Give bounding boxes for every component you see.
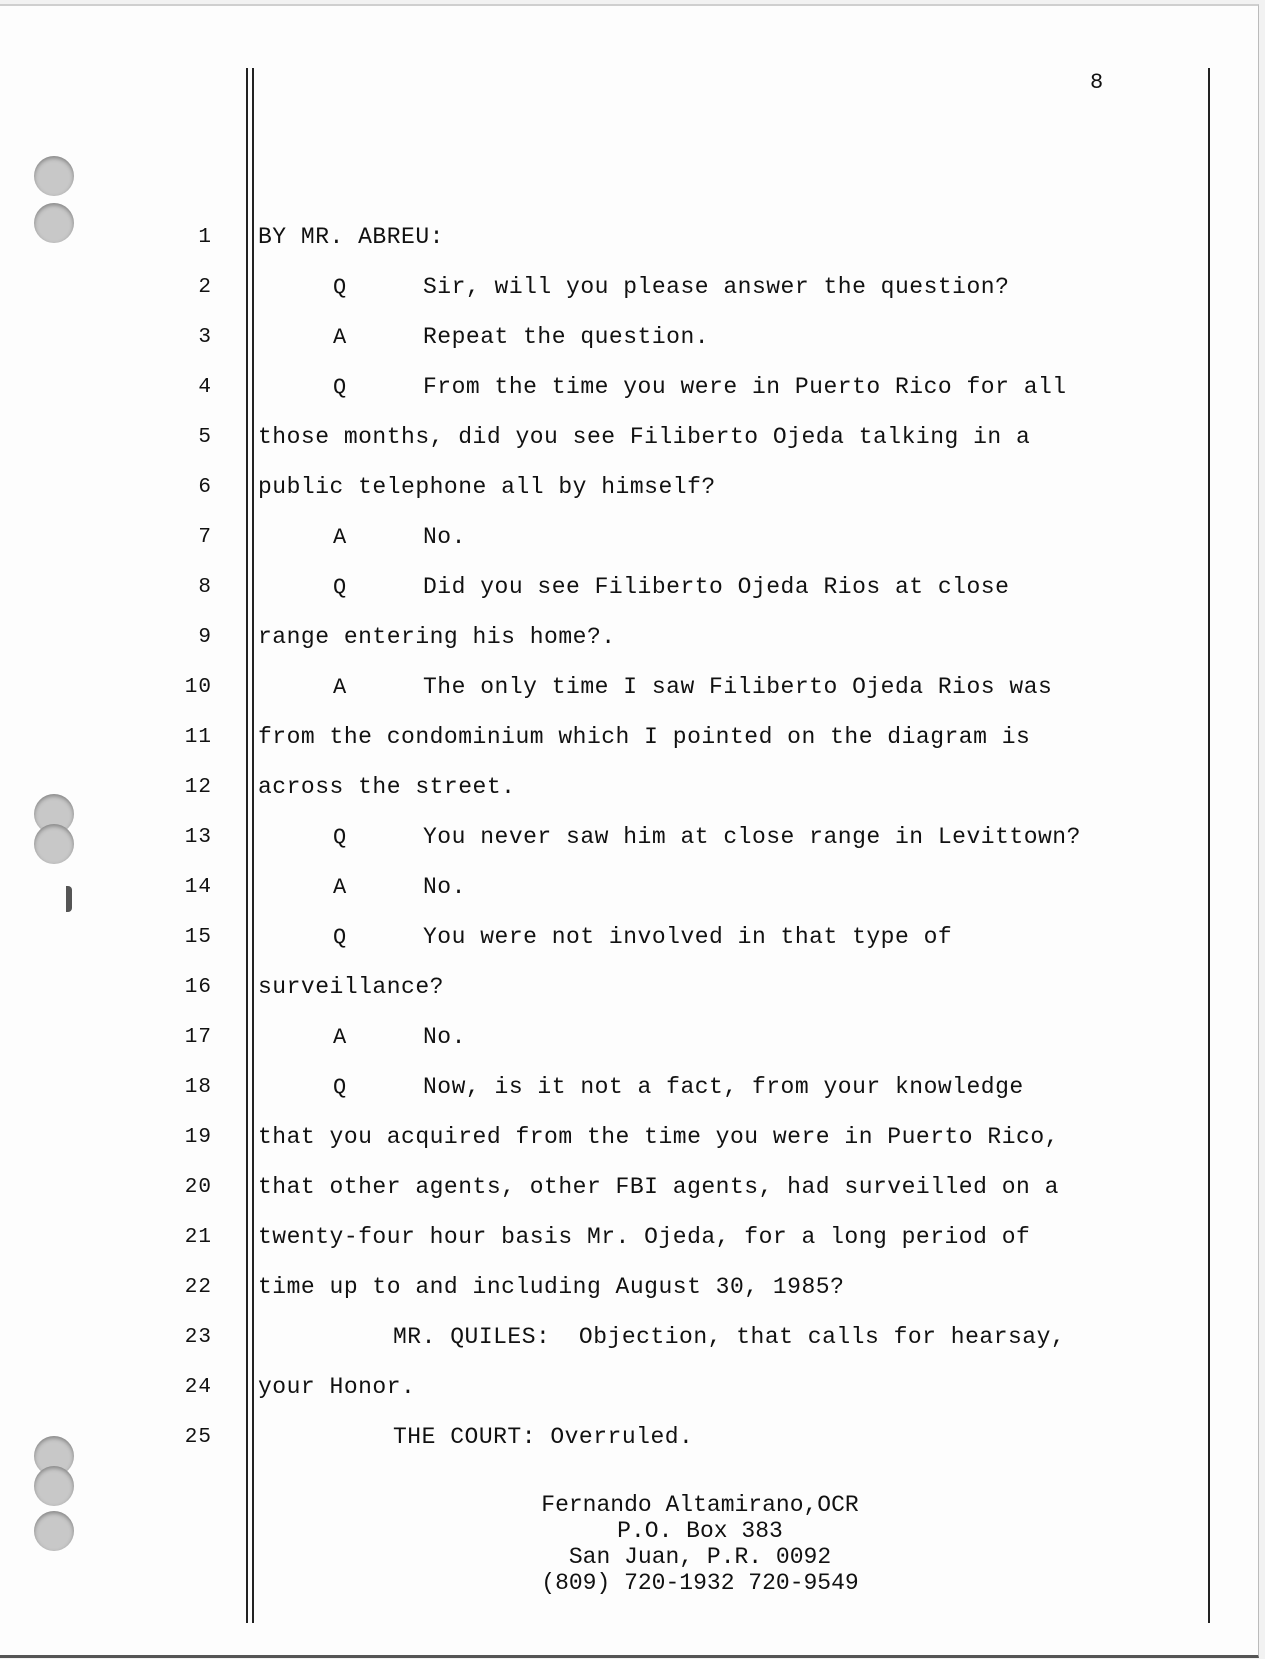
line-number: 3 [198, 326, 212, 349]
speaker-tag: A [333, 325, 347, 350]
line-number: 15 [184, 926, 212, 949]
speaker-tag: A [333, 525, 347, 550]
line-number: 6 [198, 476, 212, 499]
line-number: 8 [198, 576, 212, 599]
transcript-line: from the condominium which I pointed on the diagram is [258, 724, 1031, 750]
line-number: 1 [198, 226, 212, 249]
transcript-line: THE COURT: Overruled. [393, 1424, 694, 1450]
transcript-line: From the time you were in Puerto Rico for all [423, 374, 1067, 400]
margin-rule [246, 68, 248, 1623]
line-number: 14 [184, 876, 212, 899]
transcript-line: No. [423, 1024, 466, 1050]
line-number: 22 [184, 1276, 212, 1299]
transcript-line: your Honor. [258, 1374, 416, 1400]
margin-rule-right [1208, 68, 1210, 1623]
line-number: 9 [198, 626, 212, 649]
line-number: 17 [184, 1026, 212, 1049]
speaker-tag: A [333, 1025, 347, 1050]
transcript-line: range entering his home?. [258, 624, 616, 650]
binder-hole [34, 1511, 74, 1551]
binder-hole [34, 156, 74, 196]
page-notch [66, 886, 72, 912]
transcript-line: No. [423, 524, 466, 550]
page-number: 8 [1090, 70, 1104, 95]
transcript-line: public telephone all by himself? [258, 474, 716, 500]
transcript-line: BY MR. ABREU: [258, 224, 444, 250]
transcript-line: You never saw him at close range in Levittown? [423, 824, 1081, 850]
speaker-tag: Q [333, 275, 347, 300]
line-number: 13 [184, 826, 212, 849]
transcript-page [0, 4, 1259, 1658]
transcript-line: those months, did you see Filiberto Ojeda talking in a [258, 424, 1031, 450]
transcript-line: across the street. [258, 774, 516, 800]
line-number: 18 [184, 1076, 212, 1099]
transcript-line: Repeat the question. [423, 324, 710, 350]
transcript-line: Did you see Filiberto Ojeda Rios at close [423, 574, 1010, 600]
transcript-line: MR. QUILES: Objection, that calls for hearsay, [393, 1324, 1066, 1350]
transcript-line: The only time I saw Filiberto Ojeda Rios was [423, 674, 1053, 700]
line-number: 19 [184, 1126, 212, 1149]
line-number: 10 [184, 676, 212, 699]
transcript-line: No. [423, 874, 466, 900]
speaker-tag: Q [333, 1075, 347, 1100]
reporter-phone: (809) 720-1932 720-9549 [541, 1570, 859, 1596]
line-number: 16 [184, 976, 212, 999]
line-number: 23 [184, 1326, 212, 1349]
line-number: 2 [198, 276, 212, 299]
line-number: 20 [184, 1176, 212, 1199]
speaker-tag: A [333, 675, 347, 700]
reporter-footer [420, 1492, 980, 1596]
speaker-tag: A [333, 875, 347, 900]
binder-hole [34, 203, 74, 243]
line-number: 24 [184, 1376, 212, 1399]
reporter-city: San Juan, P.R. 0092 [568, 1544, 832, 1570]
line-number: 7 [198, 526, 212, 549]
transcript-line: surveillance? [258, 974, 444, 1000]
line-number: 5 [198, 426, 212, 449]
transcript-line: that other agents, other FBI agents, had surveilled on a [258, 1174, 1059, 1200]
transcript-line: twenty-four hour basis Mr. Ojeda, for a long period of [258, 1224, 1031, 1250]
speaker-tag: Q [333, 825, 347, 850]
line-number: 12 [184, 776, 212, 799]
margin-rule [252, 68, 254, 1623]
transcript-line: that you acquired from the time you were in Puerto Rico, [258, 1124, 1059, 1150]
transcript-line: Sir, will you please answer the question? [423, 274, 1010, 300]
transcript-line: time up to and including August 30, 1985? [258, 1274, 845, 1300]
speaker-tag: Q [333, 925, 347, 950]
binder-hole [34, 1466, 74, 1506]
line-number: 21 [184, 1226, 212, 1249]
speaker-tag: Q [333, 575, 347, 600]
transcript-line: Now, is it not a fact, from your knowledge [423, 1074, 1024, 1100]
line-number: 4 [198, 376, 212, 399]
line-number: 11 [184, 726, 212, 749]
transcript-line: You were not involved in that type of [423, 924, 953, 950]
binder-hole [34, 824, 74, 864]
reporter-box: P.O. Box 383 [617, 1518, 783, 1544]
speaker-tag: Q [333, 375, 347, 400]
reporter-name: Fernando Altamirano,OCR [541, 1492, 859, 1518]
line-number: 25 [184, 1426, 212, 1449]
